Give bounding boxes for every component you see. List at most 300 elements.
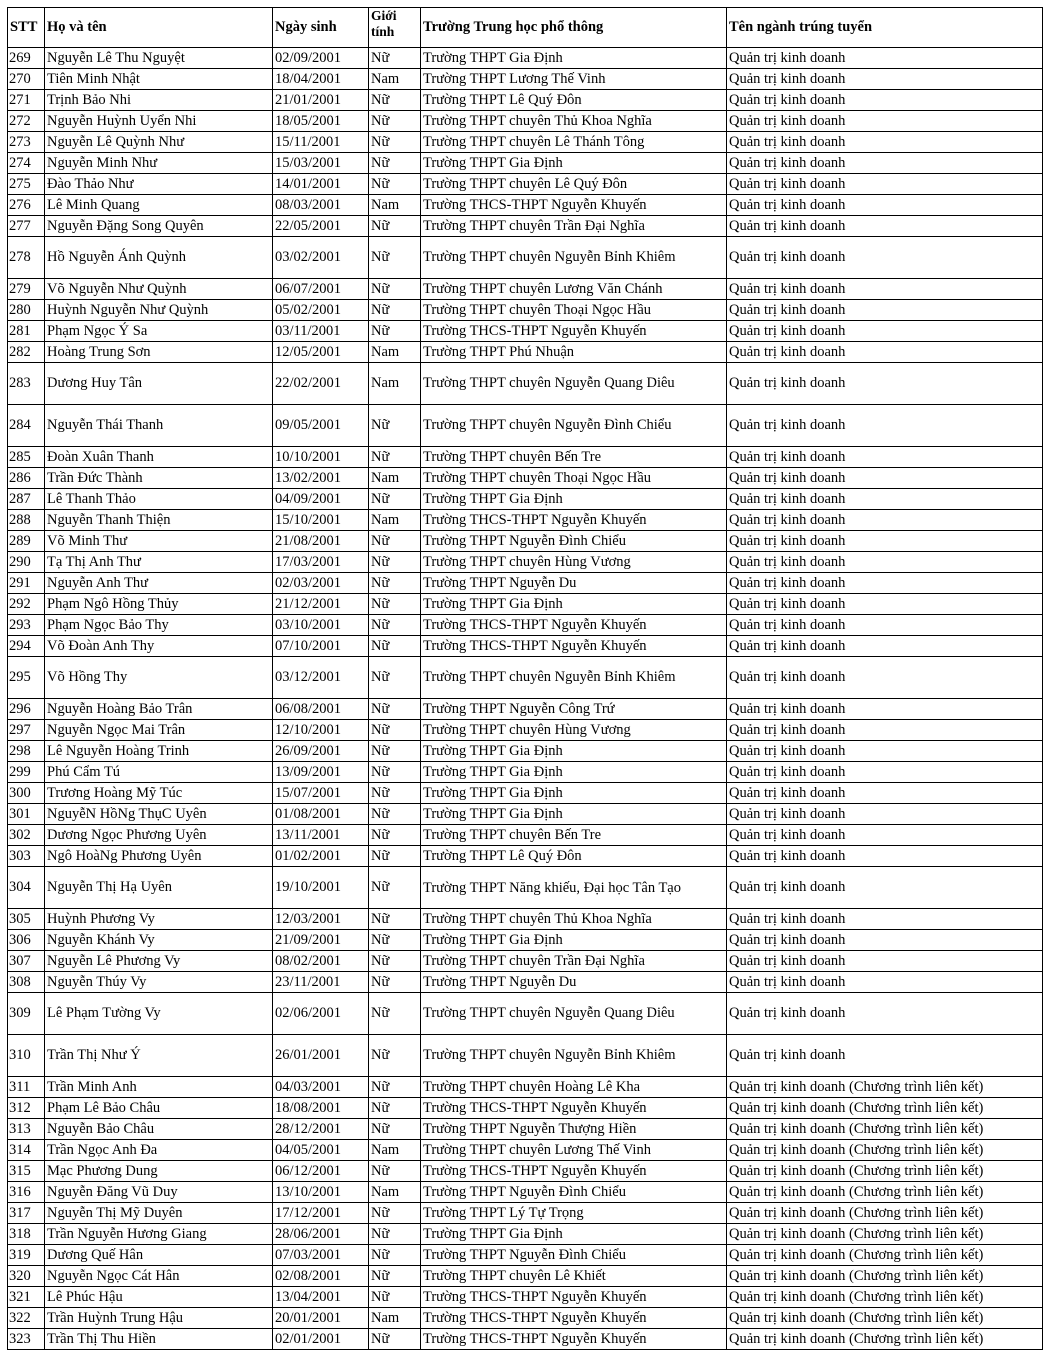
row-school: Trường THCS-THPT Nguyễn Khuyến [421, 1098, 727, 1119]
table-row [8, 1266, 1043, 1287]
row-school: Trường THPT Nguyễn Thượng Hiền [421, 1119, 727, 1140]
row-name: Nguyễn Ngọc Cát Hân [45, 1266, 273, 1287]
table-row [8, 510, 1043, 531]
row-name: Nguyễn Minh Như [45, 153, 273, 174]
row-major: Quản trị kinh doanh (Chương trình liên kết) [727, 1245, 1043, 1266]
table-row [8, 867, 1043, 909]
row-stt: 310 [8, 1035, 45, 1077]
row-major: Quản trị kinh doanh (Chương trình liên kết) [727, 1266, 1043, 1287]
table-row [8, 279, 1043, 300]
row-school: Trường THPT chuyên Lê Quý Đôn [421, 174, 727, 195]
row-gender: Nam [369, 69, 421, 90]
table-row [8, 1035, 1043, 1077]
row-dob: 12/05/2001 [273, 342, 369, 363]
row-dob: 06/08/2001 [273, 699, 369, 720]
table-row [8, 342, 1043, 363]
row-dob: 02/06/2001 [273, 993, 369, 1035]
row-stt: 277 [8, 216, 45, 237]
row-dob: 01/08/2001 [273, 804, 369, 825]
row-dob: 04/03/2001 [273, 1077, 369, 1098]
row-school: Trường THPT Gia Định [421, 48, 727, 69]
header-dob: Ngày sinh [273, 8, 369, 48]
row-gender: Nữ [369, 783, 421, 804]
row-gender: Nam [369, 1308, 421, 1329]
row-name: Ngô HoàNg Phương Uyên [45, 846, 273, 867]
row-name: Nguyễn Thanh Thiện [45, 510, 273, 531]
table-row [8, 1140, 1043, 1161]
row-gender: Nữ [369, 531, 421, 552]
table-row [8, 699, 1043, 720]
row-school: Trường THPT chuyên Nguyễn Quang Diêu [421, 993, 727, 1035]
table-row [8, 132, 1043, 153]
row-major: Quản trị kinh doanh (Chương trình liên kết) [727, 1161, 1043, 1182]
table-row [8, 1224, 1043, 1245]
row-major: Quản trị kinh doanh [727, 636, 1043, 657]
row-stt: 279 [8, 279, 45, 300]
row-stt: 286 [8, 468, 45, 489]
row-school: Trường THPT chuyên Nguyễn Quang Diêu [421, 363, 727, 405]
row-major: Quản trị kinh doanh [727, 300, 1043, 321]
row-gender: Nữ [369, 405, 421, 447]
row-stt: 298 [8, 741, 45, 762]
row-dob: 18/05/2001 [273, 111, 369, 132]
row-stt: 303 [8, 846, 45, 867]
row-gender: Nữ [369, 216, 421, 237]
table-row [8, 993, 1043, 1035]
table-row [8, 1287, 1043, 1308]
row-dob: 05/02/2001 [273, 300, 369, 321]
row-stt: 309 [8, 993, 45, 1035]
row-school: Trường THCS-THPT Nguyễn Khuyến [421, 1287, 727, 1308]
row-major: Quản trị kinh doanh (Chương trình liên kết) [727, 1119, 1043, 1140]
row-school: Trường THPT chuyên Nguyễn Bỉnh Khiêm [421, 1035, 727, 1077]
row-stt: 293 [8, 615, 45, 636]
row-stt: 287 [8, 489, 45, 510]
row-gender: Nữ [369, 132, 421, 153]
row-name: Võ Hồng Thy [45, 657, 273, 699]
table-row [8, 1119, 1043, 1140]
row-dob: 21/01/2001 [273, 90, 369, 111]
table-row [8, 783, 1043, 804]
row-gender: Nữ [369, 993, 421, 1035]
row-dob: 02/08/2001 [273, 1266, 369, 1287]
row-dob: 04/09/2001 [273, 489, 369, 510]
row-gender: Nữ [369, 489, 421, 510]
row-gender: Nữ [369, 804, 421, 825]
row-school: Trường THPT chuyên Nguyễn Bỉnh Khiêm [421, 657, 727, 699]
row-major: Quản trị kinh doanh [727, 951, 1043, 972]
row-major: Quản trị kinh doanh [727, 594, 1043, 615]
row-major: Quản trị kinh doanh [727, 552, 1043, 573]
row-school: Trường THCS-THPT Nguyễn Khuyến [421, 615, 727, 636]
row-school: Trường THPT chuyên Nguyễn Bỉnh Khiêm [421, 237, 727, 279]
row-stt: 306 [8, 930, 45, 951]
row-gender: Nữ [369, 636, 421, 657]
row-major: Quản trị kinh doanh [727, 573, 1043, 594]
row-major: Quản trị kinh doanh (Chương trình liên kết) [727, 1140, 1043, 1161]
row-stt: 320 [8, 1266, 45, 1287]
row-dob: 13/02/2001 [273, 468, 369, 489]
table-row [8, 930, 1043, 951]
row-major: Quản trị kinh doanh [727, 846, 1043, 867]
row-major: Quản trị kinh doanh [727, 699, 1043, 720]
row-stt: 289 [8, 531, 45, 552]
row-gender: Nữ [369, 1035, 421, 1077]
row-major: Quản trị kinh doanh [727, 69, 1043, 90]
row-dob: 28/06/2001 [273, 1224, 369, 1245]
row-gender: Nữ [369, 1119, 421, 1140]
row-name: Nguyễn Thúy Vy [45, 972, 273, 993]
row-dob: 21/09/2001 [273, 930, 369, 951]
row-major: Quản trị kinh doanh [727, 1035, 1043, 1077]
row-name: Hồ Nguyễn Ánh Quỳnh [45, 237, 273, 279]
row-gender: Nữ [369, 951, 421, 972]
row-dob: 06/12/2001 [273, 1161, 369, 1182]
row-stt: 275 [8, 174, 45, 195]
row-dob: 21/08/2001 [273, 531, 369, 552]
header-name: Họ và tên [45, 8, 273, 48]
row-name: Tạ Thị Anh Thư [45, 552, 273, 573]
row-stt: 273 [8, 132, 45, 153]
row-gender: Nam [369, 1140, 421, 1161]
row-dob: 13/10/2001 [273, 1182, 369, 1203]
row-gender: Nữ [369, 615, 421, 636]
row-gender: Nam [369, 363, 421, 405]
row-school: Trường THPT chuyên Lương Văn Chánh [421, 279, 727, 300]
row-stt: 276 [8, 195, 45, 216]
row-dob: 17/03/2001 [273, 552, 369, 573]
row-stt: 302 [8, 825, 45, 846]
row-stt: 312 [8, 1098, 45, 1119]
row-name: Trần Huỳnh Trung Hậu [45, 1308, 273, 1329]
row-school: Trường THPT Gia Định [421, 930, 727, 951]
row-name: Nguyễn Hoàng Bảo Trân [45, 699, 273, 720]
row-major: Quản trị kinh doanh [727, 468, 1043, 489]
row-name: Nguyễn Thị Mỹ Duyên [45, 1203, 273, 1224]
row-stt: 305 [8, 909, 45, 930]
row-dob: 04/05/2001 [273, 1140, 369, 1161]
table-row [8, 363, 1043, 405]
row-school: Trường THPT chuyên Hùng Vương [421, 720, 727, 741]
row-major: Quản trị kinh doanh [727, 279, 1043, 300]
row-stt: 299 [8, 762, 45, 783]
row-gender: Nữ [369, 1329, 421, 1350]
row-name: Nguyễn Lê Quỳnh Như [45, 132, 273, 153]
row-gender: Nữ [369, 279, 421, 300]
row-dob: 09/05/2001 [273, 405, 369, 447]
row-stt: 307 [8, 951, 45, 972]
row-dob: 06/07/2001 [273, 279, 369, 300]
header-gender: Giới tính [369, 8, 421, 48]
row-dob: 26/01/2001 [273, 1035, 369, 1077]
row-stt: 311 [8, 1077, 45, 1098]
row-school: Trường THCS-THPT Nguyễn Khuyến [421, 195, 727, 216]
row-gender: Nữ [369, 846, 421, 867]
table-row [8, 405, 1043, 447]
table-row [8, 90, 1043, 111]
row-dob: 28/12/2001 [273, 1119, 369, 1140]
row-major: Quản trị kinh doanh [727, 237, 1043, 279]
row-name: Lê Minh Quang [45, 195, 273, 216]
row-stt: 294 [8, 636, 45, 657]
row-school: Trường THPT Phú Nhuận [421, 342, 727, 363]
table-row [8, 489, 1043, 510]
row-stt: 321 [8, 1287, 45, 1308]
row-name: Trần Nguyễn Hương Giang [45, 1224, 273, 1245]
row-school: Trường THPT Gia Định [421, 594, 727, 615]
row-major: Quản trị kinh doanh [727, 741, 1043, 762]
row-school: Trường THPT Gia Định [421, 783, 727, 804]
row-gender: Nam [369, 342, 421, 363]
row-dob: 12/03/2001 [273, 909, 369, 930]
table-row [8, 300, 1043, 321]
row-name: Phạm Ngọc Bảo Thy [45, 615, 273, 636]
row-major: Quản trị kinh doanh [727, 972, 1043, 993]
row-name: Lê Nguyễn Hoàng Trinh [45, 741, 273, 762]
row-dob: 03/02/2001 [273, 237, 369, 279]
row-name: Phạm Lê Bảo Châu [45, 1098, 273, 1119]
row-gender: Nữ [369, 1161, 421, 1182]
row-gender: Nam [369, 1182, 421, 1203]
row-school: Trường THPT Gia Định [421, 1224, 727, 1245]
row-stt: 288 [8, 510, 45, 531]
row-name: Nguyễn Anh Thư [45, 573, 273, 594]
row-dob: 15/11/2001 [273, 132, 369, 153]
row-name: Đoàn Xuân Thanh [45, 447, 273, 468]
row-dob: 15/03/2001 [273, 153, 369, 174]
row-school: Trường THPT Năng khiếu, Đại học Tân Tạo [421, 867, 727, 909]
row-stt: 322 [8, 1308, 45, 1329]
row-stt: 281 [8, 321, 45, 342]
row-major: Quản trị kinh doanh [727, 174, 1043, 195]
row-stt: 295 [8, 657, 45, 699]
row-dob: 15/07/2001 [273, 783, 369, 804]
row-dob: 22/02/2001 [273, 363, 369, 405]
row-major: Quản trị kinh doanh [727, 825, 1043, 846]
row-name: Nguyễn Lê Phương Vy [45, 951, 273, 972]
row-major: Quản trị kinh doanh [727, 993, 1043, 1035]
row-name: Phú Cẩm Tú [45, 762, 273, 783]
row-major: Quản trị kinh doanh [727, 804, 1043, 825]
row-major: Quản trị kinh doanh [727, 657, 1043, 699]
table-row [8, 720, 1043, 741]
row-school: Trường THPT Gia Định [421, 762, 727, 783]
row-stt: 278 [8, 237, 45, 279]
row-major: Quản trị kinh doanh [727, 132, 1043, 153]
row-school: Trường THPT Gia Định [421, 489, 727, 510]
row-dob: 02/03/2001 [273, 573, 369, 594]
row-major: Quản trị kinh doanh (Chương trình liên kết) [727, 1308, 1043, 1329]
row-name: Võ Minh Thư [45, 531, 273, 552]
row-dob: 22/05/2001 [273, 216, 369, 237]
row-name: Huỳnh Phương Vy [45, 909, 273, 930]
row-name: Võ Nguyễn Như Quỳnh [45, 279, 273, 300]
row-name: Dương Huy Tân [45, 363, 273, 405]
row-stt: 315 [8, 1161, 45, 1182]
row-school: Trường THCS-THPT Nguyễn Khuyến [421, 1161, 727, 1182]
row-dob: 03/11/2001 [273, 321, 369, 342]
row-name: Nguyễn Đặng Song Quyên [45, 216, 273, 237]
row-school: Trường THPT chuyên Trần Đại Nghĩa [421, 951, 727, 972]
row-stt: 317 [8, 1203, 45, 1224]
row-stt: 304 [8, 867, 45, 909]
row-school: Trường THPT Lê Quý Đôn [421, 846, 727, 867]
row-name: Dương Quế Hân [45, 1245, 273, 1266]
row-dob: 14/01/2001 [273, 174, 369, 195]
row-school: Trường THPT chuyên Bến Tre [421, 825, 727, 846]
row-school: Trường THCS-THPT Nguyễn Khuyến [421, 636, 727, 657]
row-major: Quản trị kinh doanh [727, 342, 1043, 363]
row-school: Trường THPT Gia Định [421, 804, 727, 825]
row-school: Trường THPT Nguyễn Đình Chiểu [421, 1245, 727, 1266]
row-dob: 19/10/2001 [273, 867, 369, 909]
table-body [8, 48, 1043, 1350]
row-gender: Nữ [369, 930, 421, 951]
row-dob: 08/03/2001 [273, 195, 369, 216]
row-gender: Nữ [369, 111, 421, 132]
row-dob: 17/12/2001 [273, 1203, 369, 1224]
table-row [8, 1182, 1043, 1203]
row-name: Võ Đoàn Anh Thy [45, 636, 273, 657]
table-row [8, 762, 1043, 783]
row-school: Trường THPT chuyên Lê Khiết [421, 1266, 727, 1287]
row-dob: 20/01/2001 [273, 1308, 369, 1329]
table-row [8, 174, 1043, 195]
table-row [8, 48, 1043, 69]
table-row [8, 657, 1043, 699]
row-school: Trường THPT chuyên Bến Tre [421, 447, 727, 468]
row-stt: 269 [8, 48, 45, 69]
row-gender: Nữ [369, 300, 421, 321]
row-gender: Nữ [369, 153, 421, 174]
table-row [8, 1329, 1043, 1350]
row-name: Nguyễn Đăng Vũ Duy [45, 1182, 273, 1203]
row-name: Trần Đức Thành [45, 468, 273, 489]
table-row [8, 69, 1043, 90]
row-stt: 285 [8, 447, 45, 468]
table-row [8, 825, 1043, 846]
row-stt: 290 [8, 552, 45, 573]
row-gender: Nữ [369, 720, 421, 741]
header-row [8, 8, 1043, 48]
row-gender: Nam [369, 510, 421, 531]
table-row [8, 321, 1043, 342]
row-major: Quản trị kinh doanh [727, 867, 1043, 909]
row-gender: Nữ [369, 321, 421, 342]
row-name: Trương Hoàng Mỹ Túc [45, 783, 273, 804]
table-row [8, 951, 1043, 972]
row-name: Nguyễn Lê Thu Nguyệt [45, 48, 273, 69]
row-stt: 292 [8, 594, 45, 615]
row-school: Trường THCS-THPT Nguyễn Khuyến [421, 1308, 727, 1329]
row-dob: 26/09/2001 [273, 741, 369, 762]
row-major: Quản trị kinh doanh (Chương trình liên kết) [727, 1182, 1043, 1203]
row-name: Nguyễn Khánh Vy [45, 930, 273, 951]
row-dob: 18/04/2001 [273, 69, 369, 90]
row-gender: Nữ [369, 657, 421, 699]
row-school: Trường THPT chuyên Hùng Vương [421, 552, 727, 573]
row-school: Trường THCS-THPT Nguyễn Khuyến [421, 510, 727, 531]
row-major: Quản trị kinh doanh [727, 48, 1043, 69]
row-dob: 13/09/2001 [273, 762, 369, 783]
row-dob: 15/10/2001 [273, 510, 369, 531]
row-stt: 318 [8, 1224, 45, 1245]
row-major: Quản trị kinh doanh [727, 321, 1043, 342]
row-school: Trường THPT chuyên Lê Thánh Tông [421, 132, 727, 153]
table-row [8, 615, 1043, 636]
row-school: Trường THPT chuyên Hoàng Lê Kha [421, 1077, 727, 1098]
table-row [8, 741, 1043, 762]
row-major: Quản trị kinh doanh (Chương trình liên kết) [727, 1077, 1043, 1098]
row-school: Trường THPT Nguyễn Du [421, 972, 727, 993]
table-row [8, 972, 1043, 993]
row-school: Trường THPT chuyên Thoại Ngọc Hầu [421, 468, 727, 489]
table-row [8, 1077, 1043, 1098]
table-row [8, 111, 1043, 132]
row-name: Dương Ngọc Phương Uyên [45, 825, 273, 846]
table-row [8, 447, 1043, 468]
row-major: Quản trị kinh doanh [727, 615, 1043, 636]
row-dob: 13/11/2001 [273, 825, 369, 846]
row-school: Trường THPT chuyên Thoại Ngọc Hầu [421, 300, 727, 321]
row-school: Trường THCS-THPT Nguyễn Khuyến [421, 321, 727, 342]
row-gender: Nữ [369, 447, 421, 468]
row-gender: Nữ [369, 552, 421, 573]
header-major: Tên ngành trúng tuyển [727, 8, 1043, 48]
table-row [8, 1203, 1043, 1224]
row-dob: 13/04/2001 [273, 1287, 369, 1308]
row-dob: 21/12/2001 [273, 594, 369, 615]
row-school: Trường THPT chuyên Lương Thế Vinh [421, 1140, 727, 1161]
row-school: Trường THCS-THPT Nguyễn Khuyến [421, 1329, 727, 1350]
row-stt: 270 [8, 69, 45, 90]
row-stt: 313 [8, 1119, 45, 1140]
row-school: Trường THPT chuyên Thủ Khoa Nghĩa [421, 909, 727, 930]
row-gender: Nữ [369, 573, 421, 594]
row-stt: 280 [8, 300, 45, 321]
row-dob: 03/10/2001 [273, 615, 369, 636]
row-major: Quản trị kinh doanh [727, 363, 1043, 405]
row-school: Trường THPT Lê Quý Đôn [421, 90, 727, 111]
table-row [8, 1161, 1043, 1182]
row-stt: 283 [8, 363, 45, 405]
header-stt: STT [8, 8, 45, 48]
row-gender: Nữ [369, 972, 421, 993]
row-name: Mạc Phương Dung [45, 1161, 273, 1182]
row-stt: 272 [8, 111, 45, 132]
row-school: Trường THPT Gia Định [421, 741, 727, 762]
row-name: Nguyễn Thị Hạ Uyên [45, 867, 273, 909]
row-major: Quản trị kinh doanh [727, 720, 1043, 741]
table-row [8, 531, 1043, 552]
row-major: Quản trị kinh doanh [727, 531, 1043, 552]
row-school: Trường THPT chuyên Thủ Khoa Nghĩa [421, 111, 727, 132]
table-row [8, 552, 1043, 573]
row-gender: Nữ [369, 237, 421, 279]
row-name: Trần Ngọc Anh Đa [45, 1140, 273, 1161]
row-gender: Nữ [369, 741, 421, 762]
row-major: Quản trị kinh doanh [727, 510, 1043, 531]
row-major: Quản trị kinh doanh [727, 195, 1043, 216]
row-major: Quản trị kinh doanh [727, 930, 1043, 951]
table-row [8, 153, 1043, 174]
admission-table [7, 7, 1043, 1350]
row-stt: 319 [8, 1245, 45, 1266]
row-gender: Nữ [369, 1203, 421, 1224]
row-stt: 296 [8, 699, 45, 720]
row-stt: 284 [8, 405, 45, 447]
row-name: Lê Phúc Hậu [45, 1287, 273, 1308]
